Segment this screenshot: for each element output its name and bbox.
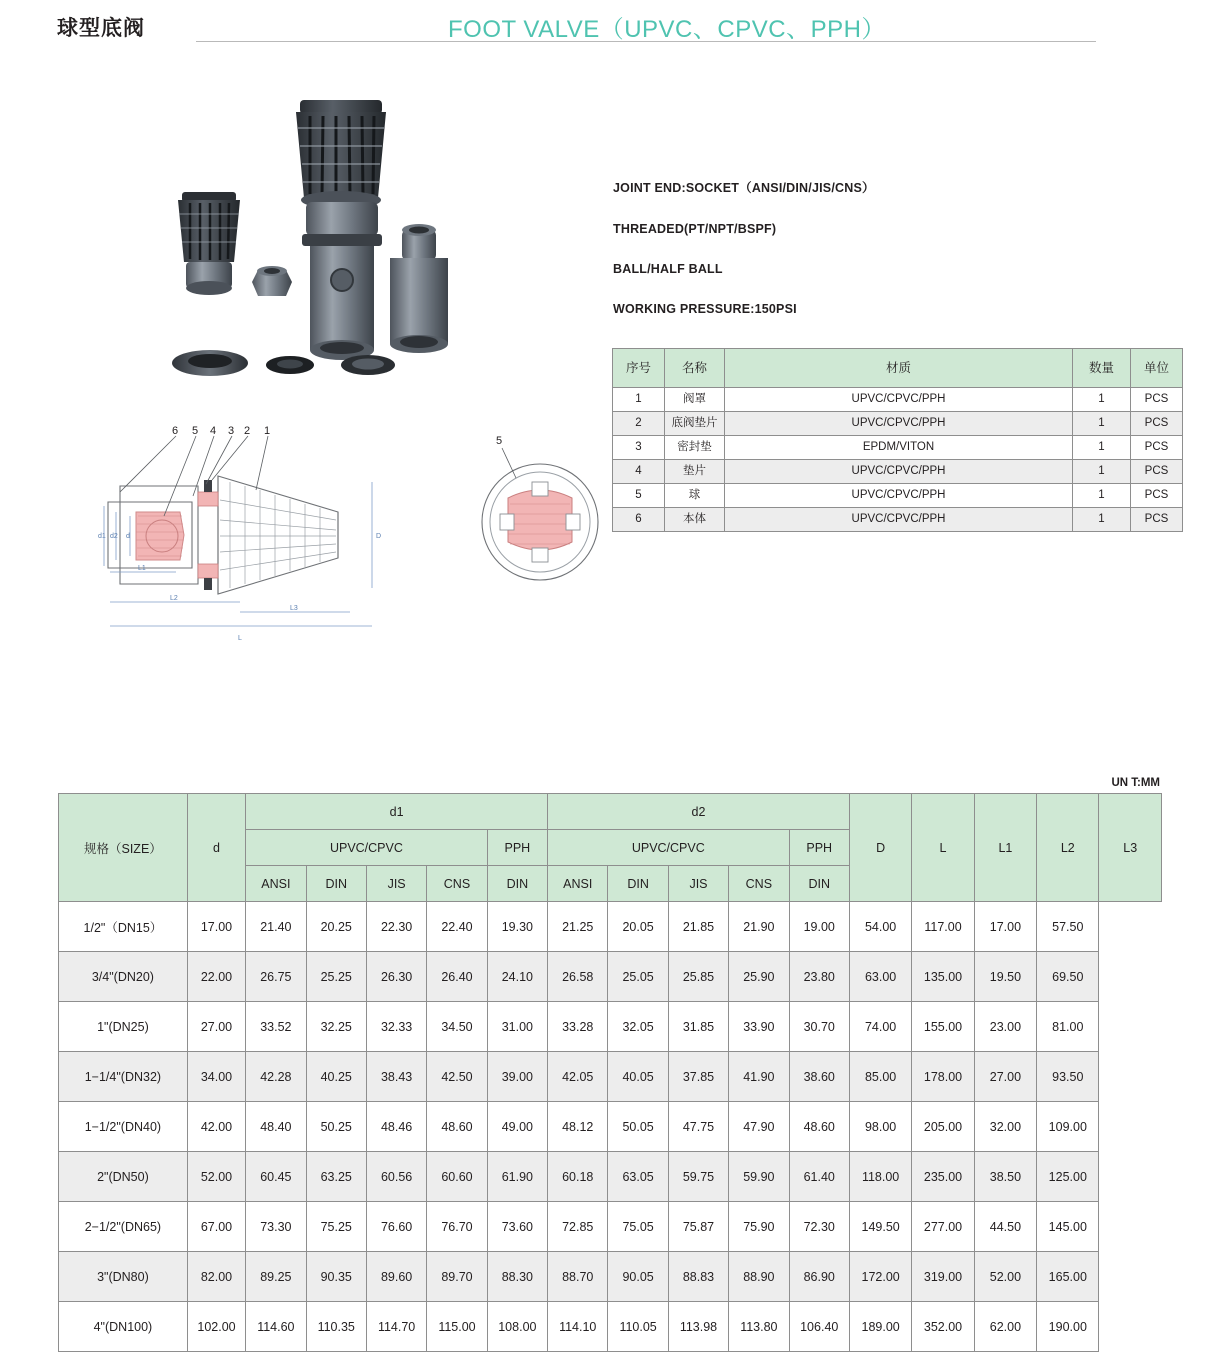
size-cell: 22.00 <box>187 952 245 1002</box>
size-cell: 44.50 <box>974 1202 1036 1252</box>
parts-cell: 球 <box>665 484 725 508</box>
size-header-d2-upvc: UPVC/CPVC <box>548 830 790 866</box>
size-cell: 26.40 <box>427 952 487 1002</box>
parts-cell: PCS <box>1131 388 1183 412</box>
parts-cell: 1 <box>1073 484 1131 508</box>
size-cell: 52.00 <box>974 1252 1036 1302</box>
parts-cell: PCS <box>1131 460 1183 484</box>
parts-cell: 3 <box>613 436 665 460</box>
photo-valve-body <box>302 202 382 360</box>
size-cell: 22.40 <box>427 902 487 952</box>
size-header-d2: d2 <box>548 794 850 830</box>
page-title-cn: 球型底阀 <box>57 17 145 40</box>
spec-line-ball: BALL/HALF BALL <box>613 262 723 276</box>
size-cell: 20.05 <box>608 902 668 952</box>
size-cell: 62.00 <box>974 1302 1036 1352</box>
svg-text:3: 3 <box>228 425 235 437</box>
size-cell: 59.75 <box>668 1152 728 1202</box>
size-cell: 63.25 <box>306 1152 366 1202</box>
size-cell: 37.85 <box>668 1052 728 1102</box>
size-cell: 67.00 <box>187 1202 245 1252</box>
size-cell: 125.00 <box>1037 1152 1099 1202</box>
size-header-L: L <box>912 794 974 902</box>
size-cell: 88.30 <box>487 1252 547 1302</box>
size-cell: 165.00 <box>1037 1252 1099 1302</box>
size-std-d2-jis: JIS <box>668 866 728 902</box>
parts-cell: UPVC/CPVC/PPH <box>725 412 1073 436</box>
size-cell: 88.83 <box>668 1252 728 1302</box>
size-cell: 60.60 <box>427 1152 487 1202</box>
table-row <box>613 508 1183 532</box>
size-cell: 114.70 <box>366 1302 426 1352</box>
size-std-d1-ansi: ANSI <box>246 866 306 902</box>
size-std-d2-pph-din: DIN <box>789 866 849 902</box>
size-cell: 23.80 <box>789 952 849 1002</box>
size-cell: 25.05 <box>608 952 668 1002</box>
parts-cell: 垫片 <box>665 460 725 484</box>
size-cell: 277.00 <box>912 1202 974 1252</box>
size-cell: 118.00 <box>849 1152 911 1202</box>
photo-strainer-small <box>178 192 240 295</box>
size-header-L2: L2 <box>1037 794 1099 902</box>
table-row <box>613 436 1183 460</box>
svg-text:4: 4 <box>210 425 217 437</box>
size-cell: 76.70 <box>427 1202 487 1252</box>
size-cell: 88.90 <box>729 1252 789 1302</box>
size-cell: 109.00 <box>1037 1102 1099 1152</box>
parts-cell: EPDM/VITON <box>725 436 1073 460</box>
size-cell: 33.28 <box>548 1002 608 1052</box>
size-cell: 21.85 <box>668 902 728 952</box>
svg-text:L2: L2 <box>170 595 178 602</box>
size-cell-spec: 2−1/2"(DN65) <box>59 1202 188 1252</box>
size-cell-spec: 3/4"(DN20) <box>59 952 188 1002</box>
size-header-row-1 <box>59 794 1162 830</box>
size-cell: 90.05 <box>608 1252 668 1302</box>
size-cell: 60.18 <box>548 1152 608 1202</box>
size-cell: 41.90 <box>729 1052 789 1102</box>
size-cell: 40.25 <box>306 1052 366 1102</box>
drawing-callout-numbers <box>172 425 270 437</box>
size-cell: 21.90 <box>729 902 789 952</box>
size-cell: 39.00 <box>487 1052 547 1102</box>
size-cell: 27.00 <box>974 1052 1036 1102</box>
table-row <box>59 1002 1162 1052</box>
size-header-D: D <box>849 794 911 902</box>
size-std-d2-din: DIN <box>608 866 668 902</box>
unit-note: UN T:MM <box>1111 777 1160 789</box>
size-cell: 26.75 <box>246 952 306 1002</box>
drawing-seat <box>198 480 218 590</box>
size-cell: 17.00 <box>187 902 245 952</box>
size-header-d: d <box>187 794 245 902</box>
size-cell: 42.28 <box>246 1052 306 1102</box>
page-header <box>0 0 1220 56</box>
size-cell: 54.00 <box>849 902 911 952</box>
svg-text:d1: d1 <box>98 533 106 540</box>
size-cell: 145.00 <box>1037 1202 1099 1252</box>
size-cell: 117.00 <box>912 902 974 952</box>
size-cell: 75.90 <box>729 1202 789 1252</box>
table-row <box>613 412 1183 436</box>
table-row <box>613 484 1183 508</box>
size-cell: 114.60 <box>246 1302 306 1352</box>
size-cell: 19.50 <box>974 952 1036 1002</box>
table-row <box>59 902 1162 952</box>
size-cell: 69.50 <box>1037 952 1099 1002</box>
parts-cell: 1 <box>613 388 665 412</box>
size-cell: 352.00 <box>912 1302 974 1352</box>
photo-nut <box>252 266 292 296</box>
size-cell: 21.40 <box>246 902 306 952</box>
svg-text:1: 1 <box>264 425 271 437</box>
table-row <box>59 1152 1162 1202</box>
size-cell: 59.90 <box>729 1152 789 1202</box>
size-header-L3: L3 <box>1099 794 1162 902</box>
size-cell: 61.40 <box>789 1152 849 1202</box>
svg-text:6: 6 <box>172 425 179 437</box>
size-cell: 63.00 <box>849 952 911 1002</box>
size-cell: 25.25 <box>306 952 366 1002</box>
size-header-L1: L1 <box>974 794 1036 902</box>
size-cell-spec: 1−1/4"(DN32) <box>59 1052 188 1102</box>
parts-cell: 1 <box>1073 436 1131 460</box>
size-cell: 81.00 <box>1037 1002 1099 1052</box>
size-cell: 57.50 <box>1037 902 1099 952</box>
size-cell: 32.25 <box>306 1002 366 1052</box>
size-cell: 86.90 <box>789 1252 849 1302</box>
svg-text:d2: d2 <box>110 533 118 540</box>
table-row <box>59 952 1162 1002</box>
size-cell: 72.85 <box>548 1202 608 1252</box>
spec-line-joint-end: JOINT END:SOCKET（ANSI/DIN/JIS/CNS） <box>613 181 875 195</box>
page-title-en: FOOT VALVE（UPVC、CPVC、PPH） <box>448 16 886 43</box>
size-cell: 190.00 <box>1037 1302 1099 1352</box>
size-header-d1-pph: PPH <box>487 830 547 866</box>
svg-text:D: D <box>376 533 382 540</box>
size-cell: 47.90 <box>729 1102 789 1152</box>
parts-cell: 底阀垫片 <box>665 412 725 436</box>
size-table <box>58 793 1162 1352</box>
size-cell: 31.85 <box>668 1002 728 1052</box>
parts-cell: 1 <box>1073 460 1131 484</box>
size-cell: 60.56 <box>366 1152 426 1202</box>
svg-text:2: 2 <box>244 425 251 437</box>
size-cell: 25.90 <box>729 952 789 1002</box>
size-std-d1-cns: CNS <box>427 866 487 902</box>
size-cell: 19.30 <box>487 902 547 952</box>
parts-cell: 密封垫 <box>665 436 725 460</box>
parts-cell: UPVC/CPVC/PPH <box>725 508 1073 532</box>
size-cell-spec: 4"(DN100) <box>59 1302 188 1352</box>
size-cell: 38.50 <box>974 1152 1036 1202</box>
size-cell-spec: 1/2"（DN15） <box>59 902 188 952</box>
size-cell: 75.05 <box>608 1202 668 1252</box>
size-std-d2-cns: CNS <box>729 866 789 902</box>
size-table-body <box>59 902 1162 1352</box>
size-cell: 23.00 <box>974 1002 1036 1052</box>
size-cell: 110.05 <box>608 1302 668 1352</box>
size-cell: 24.10 <box>487 952 547 1002</box>
size-cell: 21.25 <box>548 902 608 952</box>
size-cell: 34.50 <box>427 1002 487 1052</box>
size-cell: 149.50 <box>849 1202 911 1252</box>
section-callout-5: 5 <box>496 435 503 447</box>
size-cell: 50.25 <box>306 1102 366 1152</box>
table-row <box>59 1052 1162 1102</box>
spec-line-list <box>613 178 1033 342</box>
parts-cell: 1 <box>1073 508 1131 532</box>
size-cell: 93.50 <box>1037 1052 1099 1102</box>
parts-cell: 5 <box>613 484 665 508</box>
size-cell: 47.75 <box>668 1102 728 1152</box>
size-cell: 135.00 <box>912 952 974 1002</box>
size-header-d2-pph: PPH <box>789 830 849 866</box>
parts-cell: 1 <box>1073 412 1131 436</box>
size-cell: 72.30 <box>789 1202 849 1252</box>
drawing-callout-leaders <box>120 436 268 516</box>
parts-header-unit: 单位 <box>1131 349 1183 388</box>
size-cell: 33.52 <box>246 1002 306 1052</box>
size-cell: 106.40 <box>789 1302 849 1352</box>
size-header-d1-upvc: UPVC/CPVC <box>246 830 488 866</box>
size-cell: 40.05 <box>608 1052 668 1102</box>
spec-line-working-pressure: WORKING PRESSURE:150PSI <box>613 302 797 316</box>
size-cell: 88.70 <box>548 1252 608 1302</box>
size-cell: 172.00 <box>849 1252 911 1302</box>
size-cell: 60.45 <box>246 1152 306 1202</box>
size-cell: 61.90 <box>487 1152 547 1202</box>
size-cell: 19.00 <box>789 902 849 952</box>
size-cell: 42.00 <box>187 1102 245 1152</box>
size-std-d1-jis: JIS <box>366 866 426 902</box>
size-cell: 319.00 <box>912 1252 974 1302</box>
size-cell: 76.60 <box>366 1202 426 1252</box>
parts-cell: PCS <box>1131 484 1183 508</box>
size-cell: 113.98 <box>668 1302 728 1352</box>
size-cell: 26.58 <box>548 952 608 1002</box>
size-cell: 75.25 <box>306 1202 366 1252</box>
size-header-d1: d1 <box>246 794 548 830</box>
size-cell: 89.60 <box>366 1252 426 1302</box>
table-row <box>59 1102 1162 1152</box>
size-cell: 108.00 <box>487 1302 547 1352</box>
svg-text:L3: L3 <box>290 605 298 612</box>
size-cell: 235.00 <box>912 1152 974 1202</box>
size-cell: 102.00 <box>187 1302 245 1352</box>
parts-cell: UPVC/CPVC/PPH <box>725 484 1073 508</box>
parts-cell: UPVC/CPVC/PPH <box>725 460 1073 484</box>
parts-cell: UPVC/CPVC/PPH <box>725 388 1073 412</box>
size-cell: 89.25 <box>246 1252 306 1302</box>
size-cell: 73.30 <box>246 1202 306 1252</box>
size-cell: 26.30 <box>366 952 426 1002</box>
size-cell-spec: 1−1/2"(DN40) <box>59 1102 188 1152</box>
drawing-ball-fill <box>136 512 184 560</box>
table-row <box>59 1252 1162 1302</box>
size-cell: 32.00 <box>974 1102 1036 1152</box>
table-row <box>59 1202 1162 1252</box>
parts-cell: 阀罩 <box>665 388 725 412</box>
size-cell: 48.60 <box>789 1102 849 1152</box>
size-cell: 38.43 <box>366 1052 426 1102</box>
parts-table <box>612 348 1183 532</box>
size-cell: 98.00 <box>849 1102 911 1152</box>
size-cell: 34.00 <box>187 1052 245 1102</box>
size-cell: 63.05 <box>608 1152 668 1202</box>
svg-text:L1: L1 <box>138 565 146 572</box>
parts-header-no: 序号 <box>613 349 665 388</box>
size-cell: 52.00 <box>187 1152 245 1202</box>
size-cell: 32.33 <box>366 1002 426 1052</box>
size-cell: 22.30 <box>366 902 426 952</box>
size-std-d1-din: DIN <box>306 866 366 902</box>
size-cell: 89.70 <box>427 1252 487 1302</box>
size-std-d1-pph-din: DIN <box>487 866 547 902</box>
size-std-d2-ansi: ANSI <box>548 866 608 902</box>
parts-header-qty: 数量 <box>1073 349 1131 388</box>
size-cell: 17.00 <box>974 902 1036 952</box>
size-cell: 113.80 <box>729 1302 789 1352</box>
table-row <box>59 1302 1162 1352</box>
size-cell: 49.00 <box>487 1102 547 1152</box>
parts-table-header-row <box>613 349 1183 388</box>
size-cell: 42.05 <box>548 1052 608 1102</box>
size-cell: 30.70 <box>789 1002 849 1052</box>
size-cell: 205.00 <box>912 1102 974 1152</box>
parts-cell: PCS <box>1131 508 1183 532</box>
svg-text:d: d <box>126 533 130 540</box>
size-cell: 38.60 <box>789 1052 849 1102</box>
size-cell: 50.05 <box>608 1102 668 1152</box>
size-cell: 42.50 <box>427 1052 487 1102</box>
parts-cell: PCS <box>1131 412 1183 436</box>
svg-text:5: 5 <box>192 425 199 437</box>
svg-text:L: L <box>238 635 242 642</box>
size-cell: 48.40 <box>246 1102 306 1152</box>
size-cell: 155.00 <box>912 1002 974 1052</box>
size-cell: 73.60 <box>487 1202 547 1252</box>
size-cell: 189.00 <box>849 1302 911 1352</box>
size-cell: 115.00 <box>427 1302 487 1352</box>
spec-line-threaded: THREADED(PT/NPT/BSPF) <box>613 222 777 236</box>
size-cell: 33.90 <box>729 1002 789 1052</box>
product-photo <box>120 80 540 410</box>
size-cell: 25.85 <box>668 952 728 1002</box>
parts-cell: PCS <box>1131 436 1183 460</box>
size-cell: 110.35 <box>306 1302 366 1352</box>
size-cell: 48.60 <box>427 1102 487 1152</box>
size-cell: 178.00 <box>912 1052 974 1102</box>
size-cell-spec: 3"(DN80) <box>59 1252 188 1302</box>
parts-cell: 2 <box>613 412 665 436</box>
size-cell: 114.10 <box>548 1302 608 1352</box>
size-cell: 48.12 <box>548 1102 608 1152</box>
size-cell: 74.00 <box>849 1002 911 1052</box>
size-cell: 31.00 <box>487 1002 547 1052</box>
parts-header-name: 名称 <box>665 349 725 388</box>
size-cell: 48.46 <box>366 1102 426 1152</box>
size-cell-spec: 2"(DN50) <box>59 1152 188 1202</box>
photo-strainer-large <box>296 100 386 209</box>
size-cell-spec: 1"(DN25) <box>59 1002 188 1052</box>
photo-socket <box>390 224 448 353</box>
size-cell: 20.25 <box>306 902 366 952</box>
section-view-drawing <box>460 430 620 590</box>
size-cell: 75.87 <box>668 1202 728 1252</box>
parts-cell: 1 <box>1073 388 1131 412</box>
parts-header-material: 材质 <box>725 349 1073 388</box>
table-row <box>613 388 1183 412</box>
drawing-strainer-grid <box>220 482 336 588</box>
size-header-spec: 规格（SIZE） <box>59 794 188 902</box>
size-cell: 82.00 <box>187 1252 245 1302</box>
parts-cell: 4 <box>613 460 665 484</box>
parts-cell: 本体 <box>665 508 725 532</box>
size-cell: 90.35 <box>306 1252 366 1302</box>
table-row <box>613 460 1183 484</box>
size-cell: 85.00 <box>849 1052 911 1102</box>
size-cell: 32.05 <box>608 1002 668 1052</box>
parts-cell: 6 <box>613 508 665 532</box>
size-cell: 27.00 <box>187 1002 245 1052</box>
